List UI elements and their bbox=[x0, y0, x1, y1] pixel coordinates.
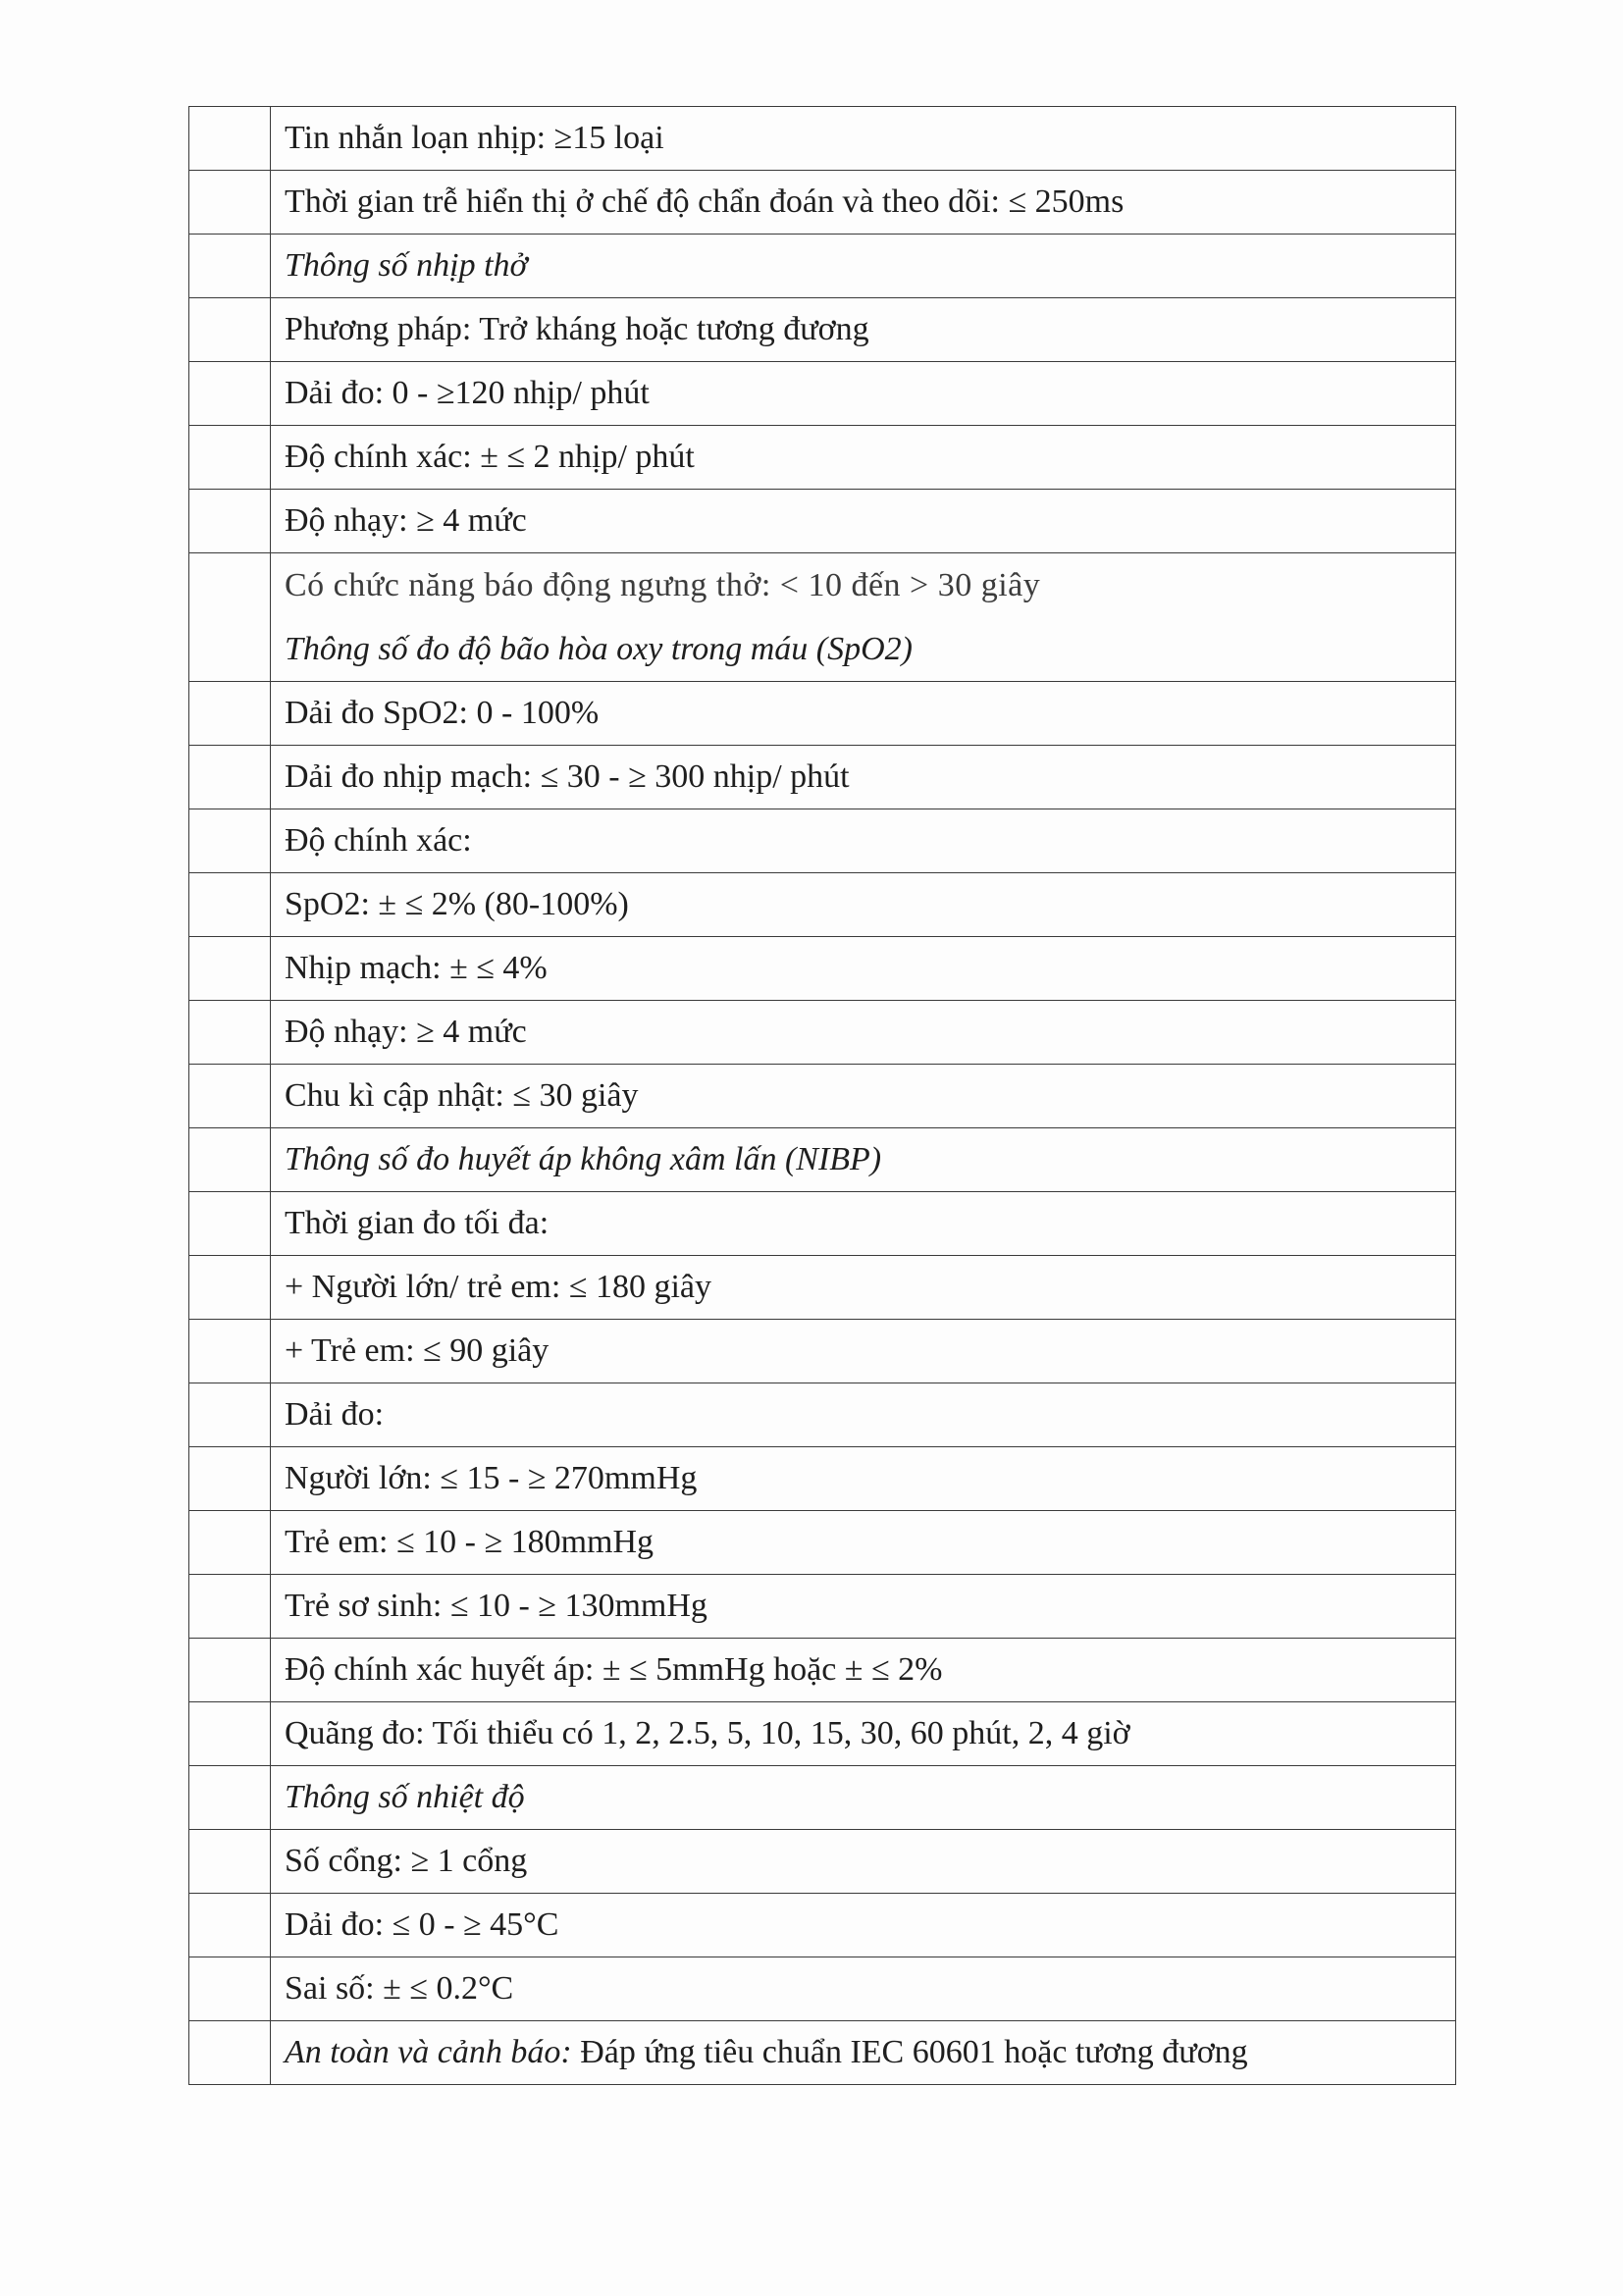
specification-cell bbox=[271, 2021, 1456, 2085]
row-number-cell bbox=[189, 553, 271, 682]
table-row bbox=[189, 553, 1456, 682]
specification-table bbox=[188, 106, 1456, 2085]
specification-cell bbox=[271, 1065, 1456, 1128]
row-number-cell bbox=[189, 873, 271, 937]
row-number-cell bbox=[189, 1128, 271, 1192]
specification-text: Độ chính xác: bbox=[285, 822, 472, 859]
table-row bbox=[189, 1639, 1456, 1702]
table-row bbox=[189, 873, 1456, 937]
table-row bbox=[189, 1192, 1456, 1256]
row-number-cell bbox=[189, 2021, 271, 2085]
specification-cell bbox=[271, 809, 1456, 873]
table-row bbox=[189, 1383, 1456, 1447]
specification-cell bbox=[271, 873, 1456, 937]
section-heading: Thông số nhiệt độ bbox=[285, 1779, 525, 1815]
row-number-cell bbox=[189, 809, 271, 873]
row-number-cell bbox=[189, 426, 271, 490]
table-row bbox=[189, 490, 1456, 553]
row-number-cell bbox=[189, 937, 271, 1001]
specification-cell bbox=[271, 553, 1456, 682]
row-number-cell bbox=[189, 490, 271, 553]
specification-text: Dải đo nhịp mạch: ≤ 30 - ≥ 300 nhịp/ phút bbox=[285, 758, 850, 795]
specification-text: Độ nhạy: ≥ 4 mức bbox=[285, 502, 527, 539]
specification-cell bbox=[271, 937, 1456, 1001]
table-row bbox=[189, 298, 1456, 362]
table-row bbox=[189, 1511, 1456, 1575]
specification-cell bbox=[271, 1894, 1456, 1957]
table-row bbox=[189, 1894, 1456, 1957]
table-row bbox=[189, 1830, 1456, 1894]
row-number-cell bbox=[189, 362, 271, 426]
table-row bbox=[189, 1320, 1456, 1383]
specification-cell bbox=[271, 426, 1456, 490]
table-row bbox=[189, 1065, 1456, 1128]
table-row bbox=[189, 1447, 1456, 1511]
table-row bbox=[189, 1575, 1456, 1639]
specification-cell bbox=[271, 1766, 1456, 1830]
specification-cell bbox=[271, 1957, 1456, 2021]
specification-cell bbox=[271, 1001, 1456, 1065]
specification-cell bbox=[271, 1383, 1456, 1447]
specification-text: Có chức năng báo động ngưng thở: < 10 đến > 30 giây bbox=[285, 567, 1041, 603]
table-row bbox=[189, 682, 1456, 746]
table-row bbox=[189, 1128, 1456, 1192]
specification-cell bbox=[271, 1575, 1456, 1639]
row-number-cell bbox=[189, 1830, 271, 1894]
specification-table-body bbox=[189, 107, 1456, 2085]
row-number-cell bbox=[189, 1192, 271, 1256]
row-number-cell bbox=[189, 1639, 271, 1702]
specification-text: Trẻ em: ≤ 10 - ≥ 180mmHg bbox=[285, 1524, 654, 1560]
specification-text: Dải đo: ≤ 0 - ≥ 45°C bbox=[285, 1906, 559, 1943]
specification-text: Phương pháp: Trở kháng hoặc tương đương bbox=[285, 311, 869, 347]
table-row bbox=[189, 1256, 1456, 1320]
specification-cell bbox=[271, 235, 1456, 298]
table-row bbox=[189, 937, 1456, 1001]
specification-text: Quãng đo: Tối thiểu có 1, 2, 2.5, 5, 10, 15, 30, 60 phút, 2, 4 giờ bbox=[285, 1715, 1130, 1751]
row-number-cell bbox=[189, 1702, 271, 1766]
row-number-cell bbox=[189, 1766, 271, 1830]
row-number-cell bbox=[189, 298, 271, 362]
specification-cell bbox=[271, 682, 1456, 746]
specification-text: SpO2: ± ≤ 2% (80-100%) bbox=[285, 886, 629, 922]
specification-text: Trẻ sơ sinh: ≤ 10 - ≥ 130mmHg bbox=[285, 1588, 707, 1624]
specification-cell bbox=[271, 171, 1456, 235]
specification-text: Độ chính xác huyết áp: ± ≤ 5mmHg hoặc ± ≤ 2% bbox=[285, 1651, 943, 1688]
specification-cell bbox=[271, 1447, 1456, 1511]
specification-text: Độ nhạy: ≥ 4 mức bbox=[285, 1014, 527, 1050]
specification-text: Dải đo: 0 - ≥120 nhịp/ phút bbox=[285, 375, 650, 411]
row-number-cell bbox=[189, 746, 271, 809]
specification-text: Số cổng: ≥ 1 cổng bbox=[285, 1843, 528, 1879]
specification-text: Đáp ứng tiêu chuẩn IEC 60601 hoặc tương đương bbox=[571, 2034, 1248, 2070]
specification-cell bbox=[271, 746, 1456, 809]
section-heading: An toàn và cảnh báo: bbox=[285, 2034, 572, 2070]
row-number-cell bbox=[189, 1383, 271, 1447]
table-row bbox=[189, 1702, 1456, 1766]
table-row bbox=[189, 171, 1456, 235]
specification-cell bbox=[271, 1702, 1456, 1766]
specification-cell bbox=[271, 298, 1456, 362]
specification-text: Chu kì cập nhật: ≤ 30 giây bbox=[285, 1077, 639, 1114]
row-number-cell bbox=[189, 235, 271, 298]
row-number-cell bbox=[189, 1511, 271, 1575]
table-row bbox=[189, 746, 1456, 809]
row-number-cell bbox=[189, 1001, 271, 1065]
table-row bbox=[189, 809, 1456, 873]
table-row bbox=[189, 1001, 1456, 1065]
specification-text: + Người lớn/ trẻ em: ≤ 180 giây bbox=[285, 1269, 711, 1305]
table-row bbox=[189, 362, 1456, 426]
specification-cell bbox=[271, 1128, 1456, 1192]
row-number-cell bbox=[189, 1065, 271, 1128]
specification-cell bbox=[271, 1639, 1456, 1702]
table-row bbox=[189, 1766, 1456, 1830]
section-heading: Thông số đo độ bão hòa oxy trong máu (SpO2) bbox=[285, 631, 913, 667]
table-row bbox=[189, 426, 1456, 490]
table-row bbox=[189, 107, 1456, 171]
table-row bbox=[189, 2021, 1456, 2085]
specification-cell bbox=[271, 1511, 1456, 1575]
table-row bbox=[189, 235, 1456, 298]
row-number-cell bbox=[189, 1957, 271, 2021]
specification-text: Người lớn: ≤ 15 - ≥ 270mmHg bbox=[285, 1460, 698, 1496]
row-number-cell bbox=[189, 1320, 271, 1383]
specification-cell bbox=[271, 107, 1456, 171]
section-heading: Thông số đo huyết áp không xâm lấn (NIBP) bbox=[285, 1141, 882, 1177]
row-number-cell bbox=[189, 682, 271, 746]
row-number-cell bbox=[189, 1575, 271, 1639]
specification-cell bbox=[271, 362, 1456, 426]
specification-cell bbox=[271, 490, 1456, 553]
specification-cell bbox=[271, 1192, 1456, 1256]
row-number-cell bbox=[189, 107, 271, 171]
specification-cell bbox=[271, 1256, 1456, 1320]
specification-text: Tin nhắn loạn nhịp: ≥15 loại bbox=[285, 120, 664, 156]
table-row bbox=[189, 1957, 1456, 2021]
row-number-cell bbox=[189, 1447, 271, 1511]
row-number-cell bbox=[189, 171, 271, 235]
specification-text: Thời gian đo tối đa: bbox=[285, 1205, 550, 1241]
section-heading: Thông số nhịp thở bbox=[285, 247, 528, 284]
specification-text: Sai số: ± ≤ 0.2°C bbox=[285, 1970, 514, 2007]
specification-text: Thời gian trễ hiển thị ở chế độ chẩn đoán và theo dõi: ≤ 250ms bbox=[285, 183, 1125, 220]
specification-text: Độ chính xác: ± ≤ 2 nhịp/ phút bbox=[285, 439, 695, 475]
row-number-cell bbox=[189, 1256, 271, 1320]
specification-text: Dải đo SpO2: 0 - 100% bbox=[285, 695, 600, 731]
specification-cell bbox=[271, 1320, 1456, 1383]
specification-cell bbox=[271, 1830, 1456, 1894]
specification-text: Dải đo: bbox=[285, 1396, 385, 1433]
specification-text: + Trẻ em: ≤ 90 giây bbox=[285, 1332, 550, 1369]
specification-text: Nhịp mạch: ± ≤ 4% bbox=[285, 950, 548, 986]
row-number-cell bbox=[189, 1894, 271, 1957]
